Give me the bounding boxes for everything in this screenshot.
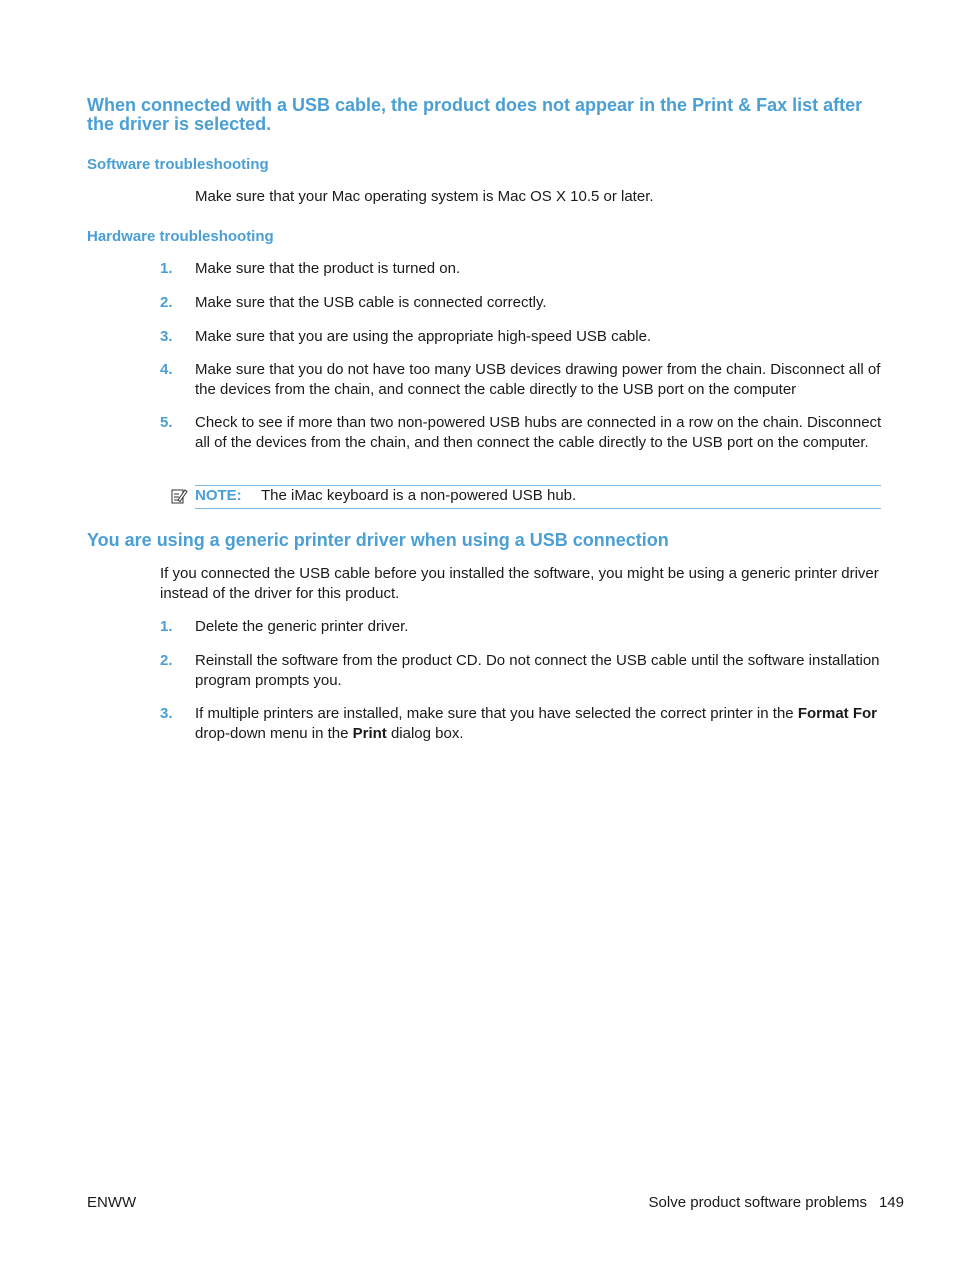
step-text: Reinstall the software from the product CD. Do not connect the USB cable until the software installation program prompts you. <box>195 652 880 689</box>
note-label: NOTE: <box>195 487 242 504</box>
generic-driver-intro: If you connected the USB cable before you installed the software, you might be using a generic printer driver instead of the driver for this product. <box>160 565 879 602</box>
software-troubleshooting-text: Make sure that your Mac operating system is Mac OS X 10.5 or later. <box>195 188 654 205</box>
step-number: 2. <box>160 294 173 311</box>
step-text: Make sure that the product is turned on. <box>195 260 461 277</box>
step-number: 3. <box>160 328 173 345</box>
section-heading-generic-driver: You are using a generic printer driver when using a USB connection <box>87 530 669 550</box>
ui-term-print: Print <box>352 724 387 742</box>
subheading-software-troubleshooting: Software troubleshooting <box>87 156 269 173</box>
step-number: 5. <box>160 414 173 431</box>
step-text <box>195 704 885 743</box>
footer-locale: ENWW <box>87 1194 137 1211</box>
step-number: 1. <box>160 618 173 635</box>
subheading-hardware-troubleshooting: Hardware troubleshooting <box>87 228 274 245</box>
step-text: Delete the generic printer driver. <box>195 618 409 635</box>
page-number: 149 <box>878 1194 904 1211</box>
step-text: Make sure that you are using the appropriate high-speed USB cable. <box>195 328 652 345</box>
step-number: 4. <box>160 361 173 378</box>
note-box <box>195 485 881 509</box>
step-text-part: drop-down menu in the <box>195 724 353 742</box>
note-pencil-icon <box>170 487 188 505</box>
footer-chapter <box>649 1193 904 1212</box>
ui-term-format-for: Format For <box>797 705 877 722</box>
step-text-part: If multiple printers are installed, make sure that you have selected the correct printer in the <box>195 705 798 722</box>
step-number: 1. <box>160 260 173 277</box>
step-text: Make sure that you do not have too many USB devices drawing power from the chain. Disconnect all of the devices from the chain, and connect the cable directly to the USB port on the computer <box>195 361 881 398</box>
note-text: The iMac keyboard is a non-powered USB hub. <box>261 487 577 504</box>
step-text-part: dialog box. <box>386 724 464 742</box>
step-number: 2. <box>160 652 173 669</box>
step-text: Make sure that the USB cable is connected correctly. <box>195 294 547 311</box>
step-number: 3. <box>160 705 173 722</box>
step-text: Check to see if more than two non-powered USB hubs are connected in a row on the chain. Disconnect all of the devices from the chain, and then connect the cable directly to the USB port on the computer. <box>195 414 882 451</box>
footer-chapter-title: Solve product software problems <box>648 1194 867 1211</box>
section-heading-usb-not-in-list: When connected with a USB cable, the product does not appear in the Print & Fax list after the driver is selected. <box>87 95 863 134</box>
